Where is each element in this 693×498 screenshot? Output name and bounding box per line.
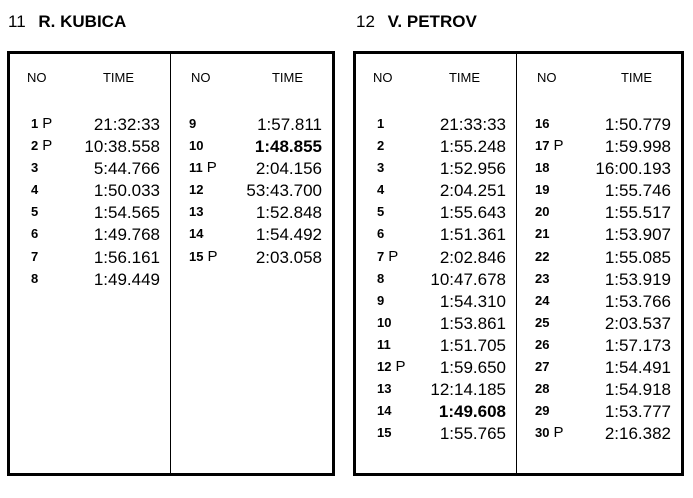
lap-row — [356, 159, 516, 181]
lap-number-value: 13 — [189, 204, 204, 220]
lap-number-value: 2 — [377, 138, 385, 154]
lap-time: 1:55.248 — [439, 137, 506, 157]
lap-row — [517, 292, 682, 314]
lap-row — [171, 181, 333, 203]
car-number: 12 — [356, 12, 375, 31]
lap-number — [377, 225, 384, 243]
lap-row — [356, 380, 516, 402]
lap-time: 1:53.919 — [604, 269, 671, 289]
lap-column — [516, 54, 682, 473]
lap-number-value: 14 — [377, 403, 392, 419]
lap-number-value: 3 — [31, 160, 39, 176]
lap-number-value: 22 — [535, 248, 550, 264]
pit-stop-marker: P — [42, 115, 53, 132]
lap-number — [189, 137, 203, 155]
lap-time: 1:53.861 — [439, 313, 506, 333]
lap-column — [356, 54, 516, 473]
lap-number-value: 9 — [189, 116, 197, 131]
lap-number-value: 10 — [189, 138, 204, 154]
pit-stop-marker: P — [553, 424, 564, 442]
driver-name: R. KUBICA — [38, 12, 127, 31]
lap-time: 1:53.907 — [604, 225, 671, 245]
lap-row — [10, 225, 170, 247]
lap-number-value: 10 — [377, 314, 392, 330]
header-no: NO — [537, 70, 557, 85]
lap-row — [356, 225, 516, 247]
lap-row — [517, 137, 682, 159]
lap-time: 16:00.193 — [595, 159, 671, 179]
lap-row — [517, 402, 682, 424]
lap-row — [10, 115, 170, 137]
lap-time: 1:52.956 — [439, 159, 506, 179]
lap-time: 1:55.085 — [604, 247, 671, 267]
lap-number-value: 7 — [377, 248, 385, 264]
lap-number — [377, 137, 384, 155]
lap-number-value: 12 — [377, 359, 392, 375]
lap-time: 53:43.700 — [246, 181, 322, 201]
lap-time: 5:44.766 — [93, 159, 160, 179]
lap-row — [517, 203, 682, 225]
lap-number-value: 11 — [189, 160, 203, 176]
lap-row — [517, 115, 682, 137]
lap-number — [377, 181, 384, 199]
lap-number — [189, 181, 203, 199]
driver-header — [356, 12, 477, 32]
lap-number-value: 8 — [377, 270, 385, 286]
lap-row — [517, 336, 682, 358]
lap-number — [535, 159, 549, 177]
lap-time: 12:14.185 — [430, 380, 506, 400]
lap-number-value: 28 — [535, 381, 550, 397]
header-time: TIME — [102, 70, 134, 85]
pit-stop-marker: P — [395, 358, 406, 376]
lap-number-value: 7 — [31, 248, 39, 264]
lap-number — [377, 402, 391, 420]
lap-number — [377, 115, 384, 133]
lap-row — [356, 402, 516, 424]
lap-row — [517, 424, 682, 446]
column-header — [356, 70, 516, 86]
lap-number — [377, 292, 384, 310]
lap-number-value: 15 — [189, 248, 204, 264]
lap-number-value: 13 — [377, 381, 392, 397]
lap-time: 1:50.779 — [604, 115, 671, 134]
lap-row — [10, 248, 170, 270]
lap-time: 2:16.382 — [604, 424, 671, 444]
driver-name: V. PETROV — [387, 12, 477, 31]
driver-panel-petrov — [353, 0, 693, 498]
lap-number — [189, 225, 203, 243]
lap-rows — [10, 115, 170, 292]
lap-column — [170, 54, 333, 473]
lap-number — [535, 292, 549, 310]
lap-row — [517, 270, 682, 292]
pit-stop-marker: P — [207, 247, 218, 265]
lap-number — [535, 115, 549, 133]
lap-row — [171, 159, 333, 181]
lap-number — [189, 115, 196, 133]
lap-time: 1:53.777 — [604, 402, 671, 422]
header-no: NO — [373, 70, 393, 85]
header-time: TIME — [271, 70, 303, 85]
pit-stop-marker: P — [42, 137, 53, 155]
lap-number — [535, 203, 549, 221]
lap-row — [171, 137, 333, 159]
lap-time: 1:57.173 — [604, 335, 671, 355]
car-number: 11 — [8, 12, 26, 31]
lap-number — [377, 248, 398, 266]
lap-number — [31, 203, 38, 221]
lap-number-value: 17 — [535, 138, 550, 154]
lap-time: 21:32:33 — [93, 115, 160, 134]
lap-number — [535, 248, 549, 266]
lap-row — [10, 181, 170, 203]
driver-header — [8, 12, 126, 32]
fastest-lap-time: 1:48.855 — [254, 137, 322, 157]
lap-number — [535, 314, 549, 332]
lap-number-value: 30 — [535, 425, 550, 441]
lap-time: 1:51.705 — [439, 335, 506, 355]
lap-number — [377, 424, 391, 442]
lap-number — [189, 203, 203, 221]
lap-number-value: 1 — [31, 116, 39, 131]
lap-row — [171, 248, 333, 270]
lap-number — [31, 270, 38, 288]
lap-number-value: 24 — [535, 292, 550, 308]
lap-row — [356, 358, 516, 380]
lap-time: 1:54.565 — [93, 203, 160, 223]
lap-number — [31, 248, 38, 266]
lap-row — [10, 270, 170, 292]
lap-rows — [171, 115, 333, 270]
lap-number-value: 1 — [377, 116, 385, 131]
lap-time: 1:54.491 — [604, 358, 671, 378]
lap-times-table — [353, 51, 684, 476]
lap-number-value: 19 — [535, 182, 550, 198]
header-no: NO — [191, 70, 211, 85]
pit-stop-marker: P — [206, 159, 217, 177]
lap-row — [356, 181, 516, 203]
lap-number-value: 6 — [31, 226, 39, 242]
lap-number-value: 20 — [535, 204, 550, 220]
lap-number-value: 6 — [377, 226, 385, 242]
lap-row — [517, 225, 682, 247]
lap-row — [356, 336, 516, 358]
lap-time: 1:55.746 — [604, 181, 671, 201]
lap-number-value: 29 — [535, 403, 550, 419]
lap-time: 1:51.361 — [439, 225, 506, 245]
lap-row — [171, 225, 333, 247]
lap-row — [356, 424, 516, 446]
lap-time: 2:03.537 — [604, 313, 671, 333]
lap-number-value: 4 — [31, 182, 39, 198]
header-time: TIME — [620, 70, 652, 85]
lap-time: 1:54.310 — [439, 291, 506, 311]
lap-row — [517, 358, 682, 380]
lap-time: 21:33:33 — [439, 115, 506, 134]
lap-time: 1:54.492 — [255, 225, 322, 245]
lap-time: 1:52.848 — [255, 203, 322, 223]
lap-number — [189, 248, 217, 266]
lap-number-value: 16 — [535, 116, 550, 131]
column-header — [517, 70, 682, 86]
lap-number — [535, 402, 549, 420]
lap-row — [356, 292, 516, 314]
fastest-lap-time: 1:49.608 — [438, 402, 506, 422]
lap-number — [31, 225, 38, 243]
lap-number — [377, 203, 384, 221]
header-no: NO — [27, 70, 47, 85]
lap-rows — [356, 115, 516, 446]
lap-times-table — [7, 51, 335, 476]
lap-number-value: 12 — [189, 182, 204, 198]
lap-number-value: 23 — [535, 270, 550, 286]
lap-time: 2:02.846 — [439, 247, 506, 267]
lap-time: 1:53.766 — [604, 291, 671, 311]
lap-number — [535, 380, 549, 398]
lap-row — [10, 137, 170, 159]
lap-number — [31, 181, 38, 199]
lap-time: 2:04.156 — [255, 159, 322, 179]
lap-time: 1:55.765 — [439, 424, 506, 444]
lap-column — [10, 54, 170, 473]
lap-time: 1:59.998 — [604, 137, 671, 157]
lap-number — [535, 358, 549, 376]
lap-number — [535, 336, 549, 354]
lap-number — [377, 314, 391, 332]
lap-number-value: 14 — [189, 226, 204, 242]
lap-time: 1:55.643 — [439, 203, 506, 223]
header-time: TIME — [448, 70, 480, 85]
lap-number-value: 11 — [377, 336, 391, 352]
lap-row — [171, 115, 333, 137]
lap-time: 1:49.449 — [93, 269, 160, 289]
lap-row — [517, 181, 682, 203]
lap-row — [517, 248, 682, 270]
lap-row — [517, 314, 682, 336]
lap-number-value: 2 — [31, 138, 39, 154]
lap-row — [10, 203, 170, 225]
lap-number-value: 25 — [535, 314, 550, 330]
lap-time: 1:57.811 — [257, 115, 322, 134]
lap-number — [377, 336, 391, 354]
column-header — [10, 70, 170, 86]
lap-number — [535, 270, 549, 288]
lap-row — [356, 270, 516, 292]
lap-number-value: 26 — [535, 336, 550, 352]
lap-time: 1:50.033 — [93, 181, 160, 201]
lap-time: 1:55.517 — [604, 203, 671, 223]
lap-number-value: 27 — [535, 359, 550, 375]
lap-row — [356, 314, 516, 336]
lap-number — [535, 225, 549, 243]
lap-time: 2:04.251 — [439, 181, 506, 201]
lap-row — [10, 159, 170, 181]
lap-row — [171, 203, 333, 225]
lap-time: 10:47.678 — [430, 269, 506, 289]
column-header — [171, 70, 333, 86]
lap-number — [535, 181, 549, 199]
pit-stop-marker: P — [388, 247, 399, 265]
driver-panel-kubica — [0, 0, 340, 498]
lap-row — [517, 159, 682, 181]
lap-number — [31, 159, 38, 177]
lap-number-value: 4 — [377, 182, 385, 198]
lap-number — [377, 159, 384, 177]
pit-stop-marker: P — [553, 137, 564, 155]
lap-number — [377, 358, 405, 376]
lap-number-value: 5 — [377, 204, 385, 220]
lap-number-value: 9 — [377, 292, 385, 308]
lap-number — [31, 137, 52, 155]
lap-number — [189, 159, 217, 177]
lap-row — [517, 380, 682, 402]
lap-time: 1:59.650 — [439, 358, 506, 378]
lap-row — [356, 203, 516, 225]
lap-number — [535, 137, 563, 155]
lap-number-value: 5 — [31, 204, 39, 220]
lap-time: 1:49.768 — [93, 225, 160, 245]
lap-rows — [517, 115, 682, 446]
lap-number — [31, 115, 52, 133]
lap-number — [377, 380, 391, 398]
lap-number-value: 8 — [31, 270, 39, 286]
lap-row — [356, 248, 516, 270]
lap-row — [356, 115, 516, 137]
lap-time: 10:38.558 — [84, 137, 160, 157]
lap-number — [377, 270, 384, 288]
lap-number-value: 15 — [377, 425, 392, 441]
lap-number — [535, 424, 563, 442]
lap-time: 2:03.058 — [255, 247, 322, 267]
lap-number-value: 21 — [535, 226, 550, 242]
lap-time: 1:56.161 — [93, 247, 160, 267]
lap-number-value: 3 — [377, 160, 385, 176]
lap-number-value: 18 — [535, 160, 550, 176]
lap-row — [356, 137, 516, 159]
lap-time: 1:54.918 — [604, 380, 671, 400]
